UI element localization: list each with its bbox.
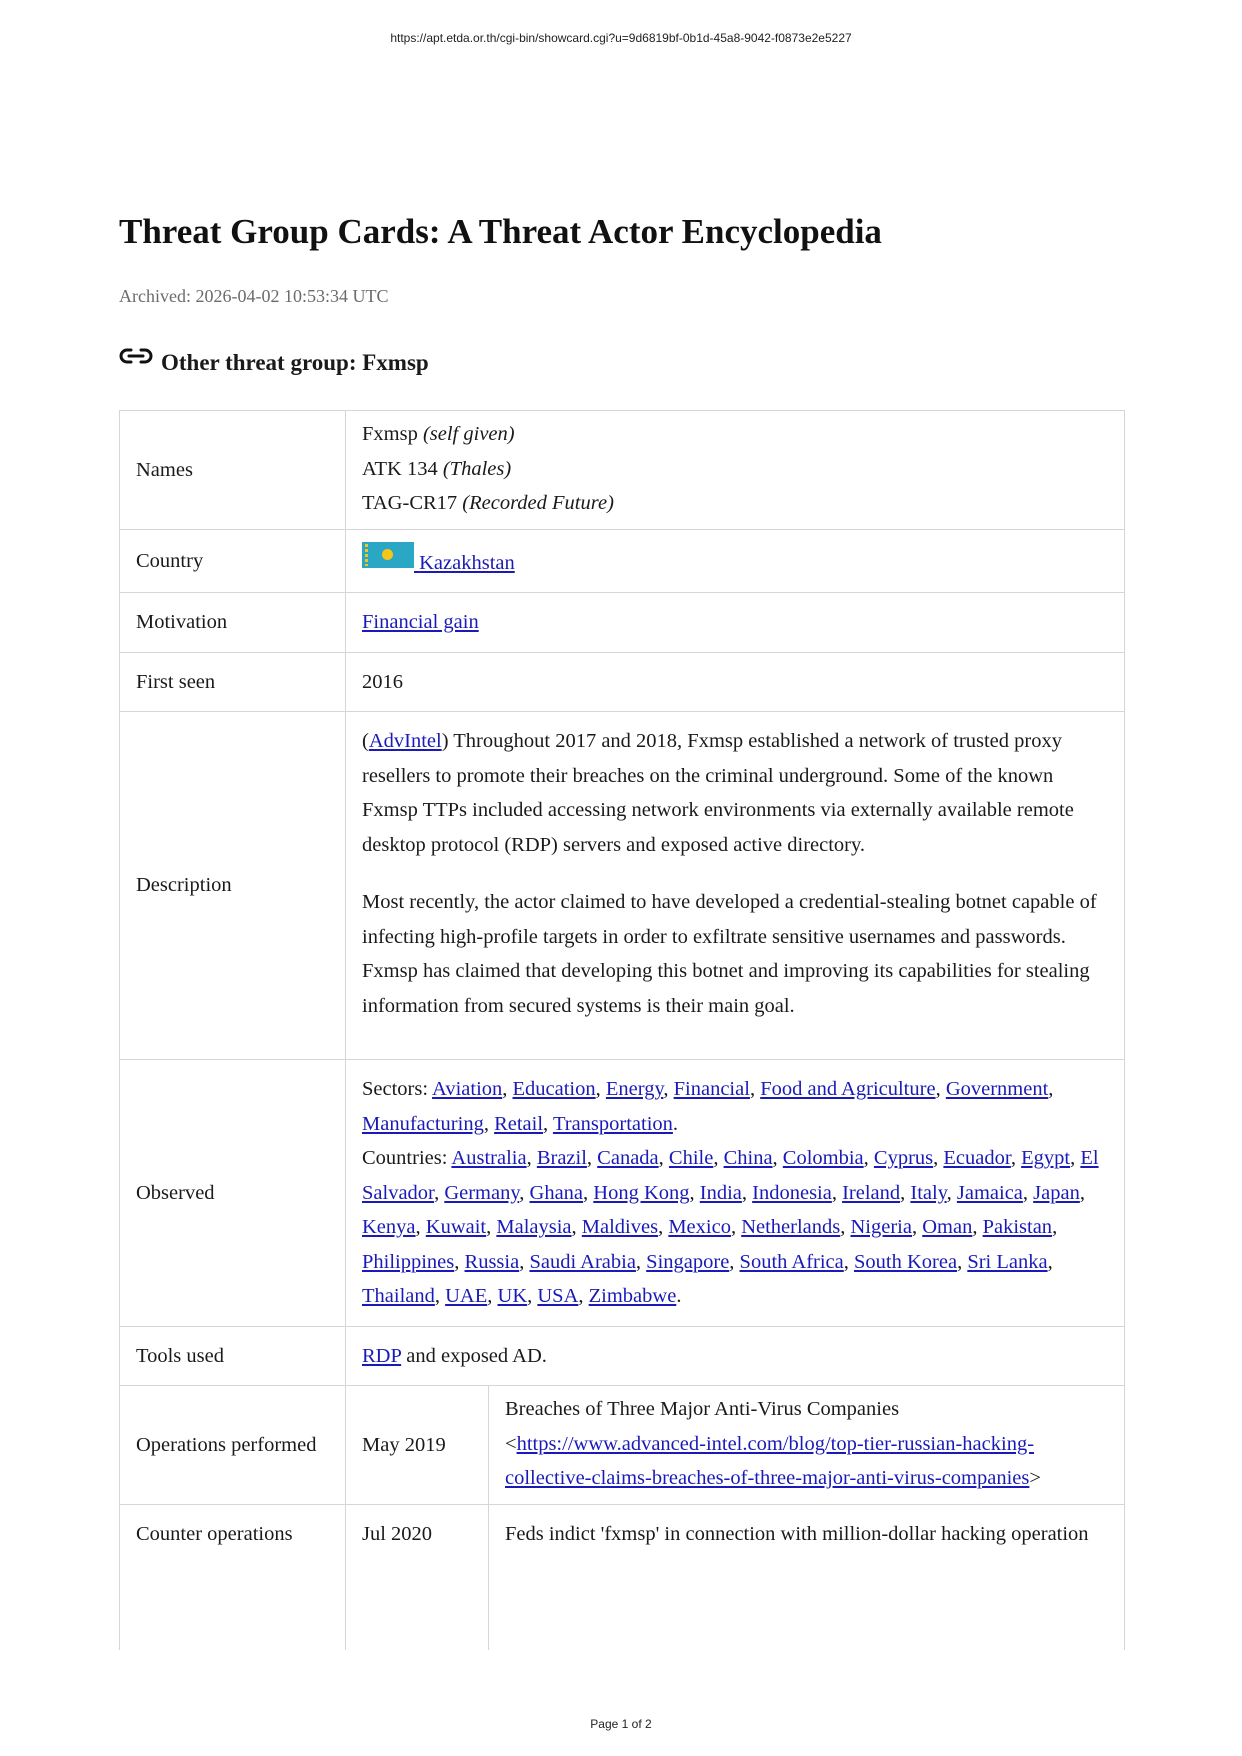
country-observed-link[interactable]: Hong Kong [593,1181,690,1204]
country-observed-link[interactable]: Pakistan [982,1216,1053,1238]
country-observed-link[interactable]: Ghana [529,1181,584,1204]
description-text [346,712,1125,1060]
row-country [120,529,1125,593]
name-entry: ATK 134 (Thales) [362,457,512,480]
row-tools [120,1326,1125,1386]
country-observed-link[interactable]: El Salvador [362,1147,1099,1204]
country-observed-link[interactable]: Zimbabwe [588,1285,677,1307]
archived-timestamp: Archived: 2026-04-02 10:53:34 UTC [119,286,389,306]
first-seen-value: 2016 [346,652,1125,712]
sector-link[interactable]: Education [512,1078,596,1100]
tools-value: RDP and exposed AD. [346,1326,1125,1386]
kazakhstan-flag-icon [362,542,414,568]
operations-label: Operations performed [120,1386,346,1505]
names-list [346,411,1125,530]
row-operations [120,1386,1125,1505]
country-observed-link[interactable]: Saudi Arabia [529,1250,636,1273]
country-observed-link[interactable]: Chile [668,1147,714,1169]
country-observed-link[interactable]: Russia [464,1250,520,1273]
country-observed-link[interactable]: Canada [597,1147,659,1169]
sector-link[interactable]: Transportation [552,1112,673,1135]
country-observed-link[interactable]: Kuwait [425,1216,487,1238]
row-observed [120,1060,1125,1327]
country-observed-link[interactable]: UK [497,1285,528,1307]
country-observed-link[interactable]: Oman [922,1216,973,1238]
first-seen-label: First seen [120,652,346,712]
rdp-link[interactable]: RDP [362,1344,402,1367]
country-observed-link[interactable]: USA [537,1285,579,1307]
page-title: Threat Group Cards: A Threat Actor Encyclopedia [119,212,882,251]
row-motivation [120,593,1125,653]
row-counter [120,1504,1125,1650]
motivation-link[interactable]: Financial gain [362,611,479,633]
country-value [346,529,1125,593]
country-observed-link[interactable]: Ecuador [943,1147,1011,1169]
observed-label: Observed [120,1060,346,1327]
country-observed-link[interactable]: Australia [451,1147,527,1169]
country-observed-link[interactable]: Thailand [362,1285,435,1307]
country-observed-link[interactable]: Brazil [536,1147,587,1169]
sector-link[interactable]: Government [945,1078,1049,1100]
operation-date: May 2019 [346,1386,489,1505]
link-icon[interactable] [119,346,153,368]
operation-link[interactable]: https://www.advanced-intel.com/blog/top-tier-russian-hacking-collective-claims-breaches-of-three-major-anti-virus-companies [505,1432,1035,1489]
sector-link[interactable]: Aviation [432,1078,503,1100]
row-names [120,411,1125,530]
counter-text: Feds indict 'fxmsp' in connection with million-dollar hacking operation [489,1504,1125,1650]
country-observed-link[interactable]: Singapore [646,1250,730,1273]
country-observed-link[interactable]: Philippines [362,1250,455,1273]
country-observed-link[interactable]: Indonesia [752,1181,832,1204]
counter-label: Counter operations [120,1504,346,1650]
country-observed-link[interactable]: UAE [445,1285,488,1307]
sector-link[interactable]: Financial [673,1078,750,1100]
country-label: Country [120,529,346,593]
country-observed-link[interactable]: Germany [444,1181,520,1204]
page-url: https://apt.etda.or.th/cgi-bin/showcard.cgi?u=9d6819bf-0b1d-45a8-9042-f0873e2e5227 [390,31,852,45]
description-paragraph: (AdvIntel) Throughout 2017 and 2018, Fxmsp established a network of trusted proxy resellers to promote their breaches on the criminal underground. Some of the known Fxmsp TTPs included accessing network environments via externally available remote desktop protocol (RDP) servers and exposed active directory. [362,730,1074,856]
country-observed-link[interactable]: India [699,1181,742,1204]
row-description [120,712,1125,1060]
country-observed-link[interactable]: Netherlands [741,1216,841,1238]
group-heading [119,350,429,376]
name-entry: TAG-CR17 (Recorded Future) [362,492,614,514]
country-observed-link[interactable]: Mexico [668,1216,731,1238]
operation-text: Breaches of Three Major Anti-Virus Companies <https://www.advanced-intel.com/blog/top-tier-russian-hacking-collective-claims-breaches-of-three-major-anti-virus-companies> [489,1386,1125,1505]
row-first-seen [120,652,1125,712]
threat-card-table [119,410,1125,1650]
country-observed-link[interactable]: China [723,1147,773,1169]
country-observed-link[interactable]: South Korea [854,1250,958,1273]
motivation-label: Motivation [120,593,346,653]
page-number: Page 1 of 2 [590,1717,652,1731]
country-observed-link[interactable]: South Africa [739,1250,844,1273]
country-observed-link[interactable]: Jamaica [956,1181,1023,1204]
country-observed-link[interactable]: Nigeria [850,1216,912,1238]
sectors-line: Sectors: Aviation, Education, Energy, Financial, Food and Agriculture, Government, Manufacturing, Retail, Transportation. [362,1078,1054,1135]
country-observed-link[interactable]: Ireland [842,1181,901,1204]
country-link[interactable]: Kazakhstan [362,552,515,574]
country-observed-link[interactable]: Japan [1033,1181,1080,1204]
group-heading-text: Other threat group: Fxmsp [161,350,429,375]
country-observed-link[interactable]: Malaysia [496,1216,572,1238]
observed-value [346,1060,1125,1327]
countries-line: Countries: Australia, Brazil, Canada, Chile, China, Colombia, Cyprus, Ecuador, Egypt, El Salvador, Germany, Ghana, Hong Kong, India, Indonesia, Ireland, Italy, Jamaica, Japan, Kenya, Kuwait, Malaysia, Maldives, Mexico, Netherlands, Nigeria, Oman, Pakistan, Philippines, Russia, Saudi Arabia, Singapore, South Africa, South Korea, Sri Lanka, Thailand, UAE, UK, USA, Zimbabwe. [362,1147,1099,1307]
names-label: Names [120,411,346,530]
country-observed-link[interactable]: Cyprus [873,1147,934,1169]
country-observed-link[interactable]: Colombia [782,1147,864,1169]
country-observed-link[interactable]: Sri Lanka [967,1250,1048,1273]
sector-link[interactable]: Energy [605,1078,664,1100]
country-observed-link[interactable]: Egypt [1021,1147,1071,1169]
counter-date: Jul 2020 [346,1504,489,1650]
sector-link[interactable]: Food and Agriculture [760,1078,936,1100]
description-paragraph: Most recently, the actor claimed to have developed a credential-stealing botnet capable of infecting high-profile targets in order to exfiltrate sensitive usernames and passwords. Fxmsp has claimed that developing this botnet and improving its capabilities for stealing information from secured systems is their main goal. [362,891,1097,1017]
country-observed-link[interactable]: Kenya [362,1216,416,1238]
name-entry: Fxmsp (self given) [362,423,515,445]
tools-label: Tools used [120,1326,346,1386]
country-observed-link[interactable]: Maldives [581,1216,659,1238]
advintel-link[interactable]: AdvIntel [368,730,442,752]
country-observed-link[interactable]: Italy [910,1181,947,1204]
sector-link[interactable]: Manufacturing [362,1112,484,1135]
description-label: Description [120,712,346,1060]
sector-link[interactable]: Retail [494,1112,544,1135]
